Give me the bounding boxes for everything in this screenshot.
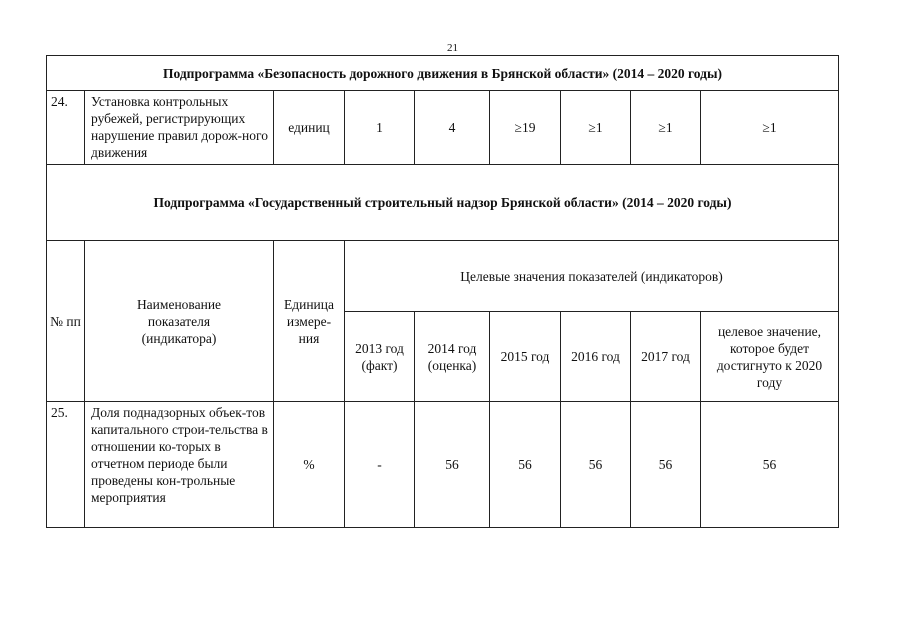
value-2016: ≥1 — [561, 91, 631, 165]
value-2020: ≥1 — [701, 91, 839, 165]
value-2014: 4 — [415, 91, 490, 165]
row-number: 24. — [47, 91, 85, 165]
header-2013: 2013 год (факт) — [345, 312, 415, 402]
table-row-24 — [47, 91, 839, 165]
header-row-top — [47, 241, 839, 312]
header-2017: 2017 год — [631, 312, 701, 402]
header-2014: 2014 год (оценка) — [415, 312, 490, 402]
value-2020: 56 — [701, 402, 839, 528]
subprogram-row-1 — [47, 56, 839, 91]
value-2015: 56 — [490, 402, 561, 528]
row-number: 25. — [47, 402, 85, 528]
header-2015: 2015 год — [490, 312, 561, 402]
indicator-name: Доля поднадзорных объек-тов капитального строи-тельства в отношении ко-торых в отчетном периоде были проведены кон-трольные мероприятия — [85, 402, 274, 528]
header-indicator-name: Наименование показателя (индикатора) — [85, 241, 274, 402]
subprogram-row-2 — [47, 165, 839, 241]
value-2015: ≥19 — [490, 91, 561, 165]
value-2017: ≥1 — [631, 91, 701, 165]
value-2013: 1 — [345, 91, 415, 165]
table-row-25 — [47, 402, 839, 528]
header-2020: целевое значение, которое будет достигнуто к 2020 году — [701, 312, 839, 402]
page-number: 21 — [447, 42, 458, 54]
unit-cell: % — [274, 402, 345, 528]
header-num: № пп — [47, 241, 85, 402]
unit-cell: единиц — [274, 91, 345, 165]
subprogram-title-2: Подпрограмма «Государственный строительный надзор Брянской области» (2014 – 2020 годы) — [47, 165, 839, 241]
value-2013: - — [345, 402, 415, 528]
value-2017: 56 — [631, 402, 701, 528]
header-unit: Единица измере-ния — [274, 241, 345, 402]
indicator-name: Установка контрольных рубежей, регистрирующих нарушение правил дорож-ного движения — [85, 91, 274, 165]
header-target-values: Целевые значения показателей (индикаторов) — [345, 241, 839, 312]
header-2016: 2016 год — [561, 312, 631, 402]
value-2014: 56 — [415, 402, 490, 528]
value-2016: 56 — [561, 402, 631, 528]
subprogram-title-1: Подпрограмма «Безопасность дорожного движения в Брянской области» (2014 – 2020 годы) — [47, 56, 839, 91]
indicators-table — [46, 55, 839, 528]
